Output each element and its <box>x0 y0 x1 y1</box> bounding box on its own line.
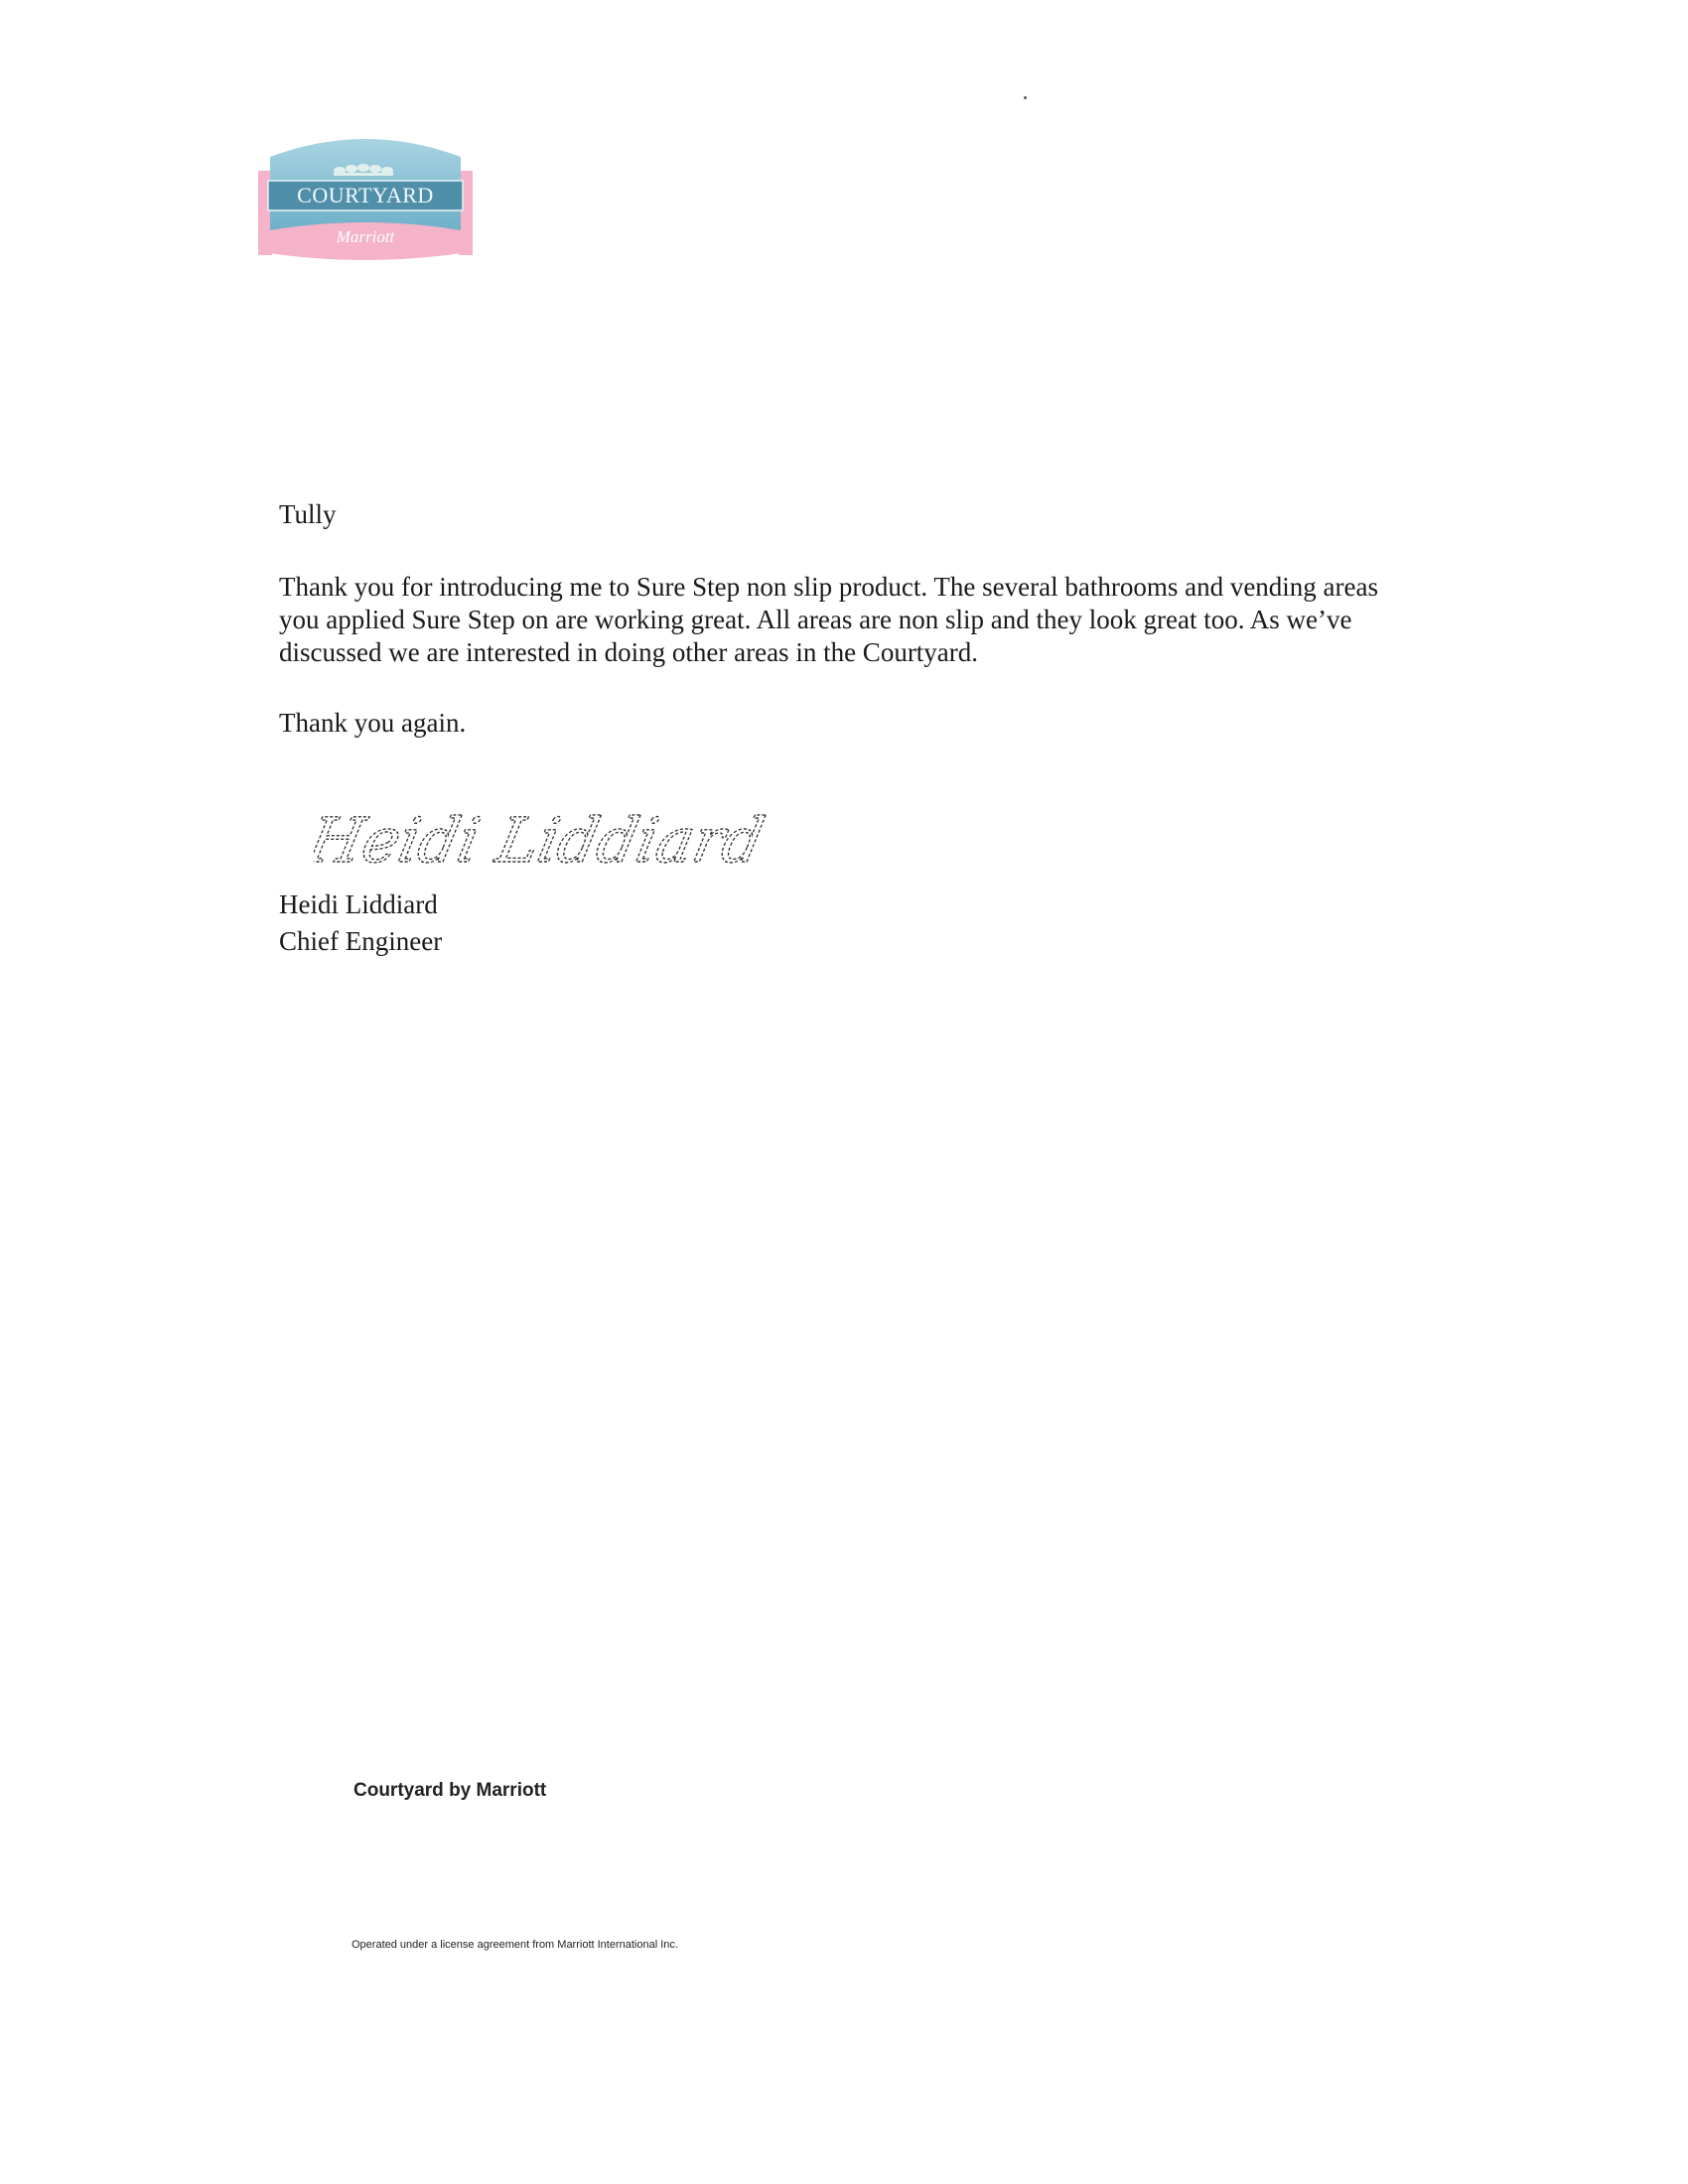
svg-text:Marriott: Marriott <box>336 227 395 246</box>
signer-name: Heidi Liddiard <box>279 889 438 919</box>
signature-block <box>279 887 442 960</box>
body-paragraph: Thank you for introducing me to Sure Step non slip product. The several bathrooms and vending areas you applied Sure Step on are working great. All areas are non slip and they look great too. As we’ve discussed we are interested in doing other areas in the Courtyard. <box>279 572 1378 667</box>
scan-speck <box>1024 96 1027 99</box>
footer-license-note: Operated under a license agreement from Marriott International Inc. <box>352 1939 678 1951</box>
handwritten-signature <box>314 784 860 893</box>
courtyard-marriott-logo <box>256 131 475 265</box>
signer-title: Chief Engineer <box>279 926 443 956</box>
svg-text:COURTYARD: COURTYARD <box>297 183 434 207</box>
footer-company: Courtyard by Marriott <box>353 1780 547 1801</box>
letter-body <box>279 498 1421 740</box>
salutation: Tully <box>279 499 337 529</box>
closing-line: Thank you again. <box>279 708 467 738</box>
svg-text:Heidi Liddiard: Heidi Liddiard <box>314 804 771 877</box>
